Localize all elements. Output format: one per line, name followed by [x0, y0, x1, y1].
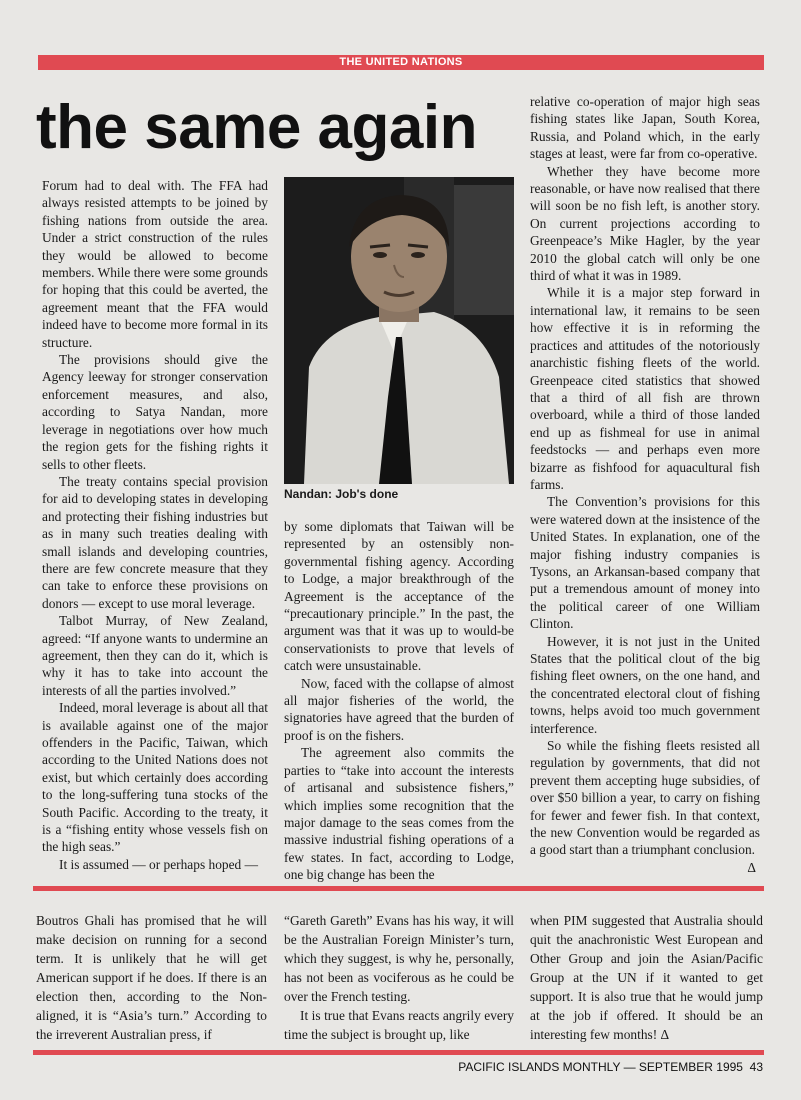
publication-line: PACIFIC ISLANDS MONTHLY — SEPTEMBER 1995: [458, 1060, 743, 1074]
paragraph: Boutros Ghali has promised that he will make decision on running for a second term. It is unlikely that he will get American support if he does. If there is an election then, according to the Non-aligned, it is “Asia’s turn.” According to the irreverent Australian press, if: [36, 913, 267, 1042]
divider-rule: [33, 886, 764, 891]
paragraph: It is assumed — or perhaps hoped —: [59, 856, 258, 872]
article-column-2: [284, 518, 514, 884]
article-column-1: [42, 177, 268, 873]
paragraph: Whether they have become more reasonable, or have now realised that there will soon be no fish left, is another story. On current projections according to Greenpeace’s Mike Hagler, by the year 2010 the global catch will only be one third of what it was in 1989.: [530, 163, 760, 284]
article-column-3: [530, 93, 760, 876]
page-footer: [458, 1060, 763, 1074]
sidebar-column-2: [284, 911, 514, 1044]
paragraph: The provisions should give the Agency leeway for stronger conservation enforcement measures, and also, according to Satya Nandan, more leverage in negotiations over how much the region gets for the fishing rights it sells to other fleets.: [42, 352, 268, 472]
headline: the same again: [36, 93, 477, 162]
portrait-photo: [284, 177, 514, 484]
paragraph: “Gareth Gareth” Evans has his way, it will be the Australian Foreign Minister’s turn, which they suggest, is why he, personally, has not been as vociferous as he could be over the French testing.: [284, 913, 514, 1004]
paragraph-text: when PIM suggested that Australia should quit the anachronistic West European and Other Group and join the Asian/Pacific Group at the UN if it wanted to get support. It is also true that he would jump at the job if offered. It should be an interesting few months!: [530, 913, 763, 1042]
sidebar-column-1: [36, 911, 267, 1044]
divider-rule: [33, 1050, 764, 1055]
paragraph: relative co-operation of major high seas fishing states like Japan, South Korea, Russia, and Poland which, in the early stages at least, were far from co-operative.: [530, 94, 760, 162]
paragraph: by some diplomats that Taiwan will be represented by an ostensibly non-governmental fishing agency. According to Lodge, a major breakthrough of the Agreement is the acceptance of the “precautionary principle.” In the past, the argument was that it was up to would-be conservationists to prove that levels of catch were unsustainable.: [284, 519, 514, 674]
paragraph: It is true that Evans reacts angrily every time the subject is brought up, like: [284, 1008, 514, 1042]
paragraph: [530, 737, 760, 875]
portrait-illustration: [284, 177, 514, 484]
photo-caption: Nandan: Job's done: [284, 487, 399, 501]
page-number: 43: [749, 1060, 763, 1074]
paragraph: The treaty contains special provision for aid to developing states in developing and protecting their fishing industries but as in many such treaties dealing with small islands and developing countries, there are few concrete measure that they can take to enforce these provisions on donors — except to use moral leverage.: [42, 473, 268, 611]
end-mark-icon: Δ: [747, 859, 756, 875]
paragraph-text: So while the fishing fleets resisted all regulation by governments, that did not prevent them accepting huge subsidies, of over $50 billion a year, to carry on fishing for fewer and fewer fish. In that context, the new Convention would be regarded as a good start than a triumphant conclusion.: [530, 738, 760, 858]
paragraph: Now, faced with the collapse of almost all major fisheries of the world, the signatories have agreed that the burden of proof is on the fishers.: [284, 675, 514, 743]
paragraph: While it is a major step forward in international law, it remains to be seen how effective it is in reforming the practices and attitudes of the notoriously anarchistic fishing fleets of the world. Greenpeace cited statistics that showed that a third of all fish are thrown overboard, while a third of those landed end up as fishmeal for use in animal feedstocks — and perhaps even more bizarre as fishfood for aquacultural fish farms.: [530, 285, 760, 492]
paragraph: The agreement also commits the parties to “take into account the interests of artisanal and subsistence fishers,” which implies some recognition that the major damage to the seas comes from the massive industrial fishing operations of a few states. In fact, according to Lodge, one big change has been the: [284, 745, 514, 883]
paragraph: Talbot Murray, of New Zealand, agreed: “If anyone wants to undermine an agreement, then they can do it, which is why it has to take into account the interests of all the parties involved.”: [42, 613, 268, 698]
paragraph: Indeed, moral leverage is about all that is available against one of the major offenders in the Pacific, Taiwan, which according to the United Nations does not exist, but which certainly does according to the long-suffering tuna stocks of the South Pacific. According to the treaty, it is a “fishing entity whose vessels fish on the high seas.”: [42, 700, 268, 855]
paragraph: Forum had to deal with. The FFA had always resisted attempts to be joined by fishing nations from outside the area. Under a strict construction of the rules they would be allowed to become members. While there were some grounds for hoping that this could be averted, the agreement meant that the FFA would indeed have to become more formal in its structure.: [42, 178, 268, 350]
sidebar-column-3: [530, 911, 763, 1044]
end-mark-icon: Δ: [660, 1027, 670, 1042]
section-banner: THE UNITED NATIONS: [38, 55, 764, 70]
paragraph: The Convention’s provisions for this were watered down at the insistence of the United States. In explanation, one of the major fishing industry companies is Tysons, an Arkansan-based company that put a tremendous amount of money into the political career of one William Clinton.: [530, 494, 760, 632]
paragraph: However, it is not just in the United States that the political clout of the big fishing fleet owners, on the one hand, and the concentrated electoral clout of fishing towns, helps avoid too much government interference.: [530, 633, 760, 736]
paragraph: [530, 911, 763, 1044]
